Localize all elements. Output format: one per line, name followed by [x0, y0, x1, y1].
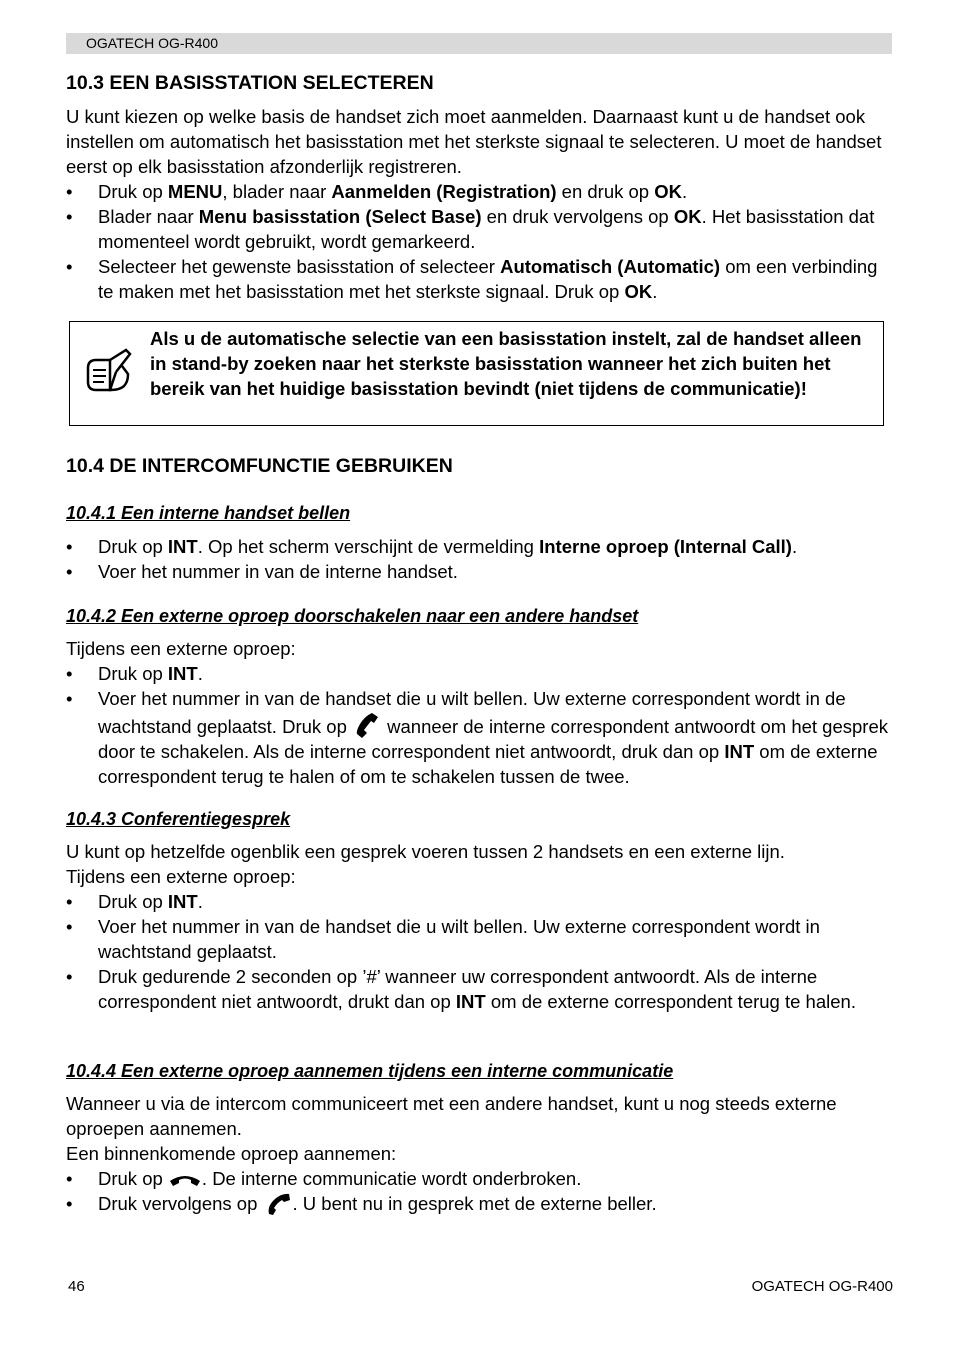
- bullet: •: [66, 1168, 73, 1189]
- int-key: INT: [167, 663, 198, 684]
- section-10-4-heading: 10.4 DE INTERCOMFUNCTIE GEBRUIKEN: [66, 455, 453, 477]
- text: . De interne communicatie wordt onderbroken.: [201, 1168, 582, 1189]
- text: , blader naar: [222, 181, 332, 202]
- bullet: •: [66, 256, 73, 277]
- text: Druk op: [98, 536, 168, 557]
- text: Druk gedurende 2 seconden op ’#’ wanneer uw correspondent antwoordt. Als de interne correspondent niet antwoordt, drukt dan op: [98, 966, 818, 1012]
- list-item: [66, 1191, 892, 1216]
- section-10-4-2-list: [66, 661, 892, 789]
- section-10-4-2-intro: Tijdens een externe oproep:: [66, 638, 296, 659]
- section-10-4-3-heading: 10.4.3 Conferentiegesprek: [66, 809, 291, 829]
- text: om de externe correspondent terug te halen.: [485, 991, 856, 1012]
- text: . Op het scherm verschijnt de vermelding: [197, 536, 540, 557]
- text: Blader naar: [98, 206, 199, 227]
- section-10-3-intro: U kunt kiezen op welke basis de handset zich moet aanmelden. Daarnaast kunt u de handset ook instellen om automatisch het basisstation met het sterkste signaal te selecteren. U moet de handset eerst op elk basisstation afzonderlijk registreren.: [66, 106, 882, 177]
- bullet: •: [66, 1193, 73, 1214]
- text: Druk op: [98, 1168, 168, 1189]
- list-item: [66, 914, 892, 964]
- list-item: [66, 964, 892, 1014]
- text: wanneer de interne correspondent antwoordt om het gesprek door te schakelen. Als de interne correspondent niet antwoordt, druk dan op: [98, 716, 888, 762]
- header-title: OGATECH OG-R400: [86, 35, 218, 51]
- bullet: •: [66, 663, 73, 684]
- text: Druk op: [98, 663, 168, 684]
- bullet: •: [66, 206, 73, 227]
- page-number: 46: [68, 1278, 85, 1295]
- section-10-4-3-list: [66, 889, 892, 1014]
- phone-answer-icon: [263, 1192, 293, 1216]
- text: Druk vervolgens op: [98, 1193, 263, 1214]
- phone-off-hook-icon: [352, 711, 382, 739]
- bullet: •: [66, 966, 73, 987]
- text: .: [681, 181, 688, 202]
- text: Voer het nummer in van de interne handset.: [98, 561, 458, 582]
- phone-hang-up-icon: [168, 1171, 202, 1191]
- bullet: •: [66, 181, 73, 202]
- text: Druk op: [98, 891, 168, 912]
- int-key: INT: [167, 891, 198, 912]
- list-item: [66, 686, 892, 789]
- note-text: Als u de automatische selectie van een basisstation instelt, zal de handset alleen in stand-by zoeken naar het sterkste basisstation wanneer het zich buiten het bereik van het huidige basisstation bevindt (niet tijdens de communicatie)!: [150, 328, 862, 399]
- menu-option: Menu basisstation (Select Base): [198, 206, 482, 227]
- section-10-4-2-heading: 10.4.2 Een externe oproep doorschakelen naar een andere handset: [66, 606, 639, 626]
- text: . Het basisstation dat momenteel wordt gebruikt, wordt gemarkeerd.: [98, 206, 875, 252]
- list-item: [66, 534, 892, 559]
- section-10-4-4-intro2: Een binnenkomende oproep aannemen:: [66, 1143, 397, 1164]
- text: om een verbinding te maken met het basisstation met het sterkste signaal. Druk op: [98, 256, 878, 302]
- text: en druk vervolgens op: [481, 206, 674, 227]
- text: .: [791, 536, 798, 557]
- footer-title: OGATECH OG-R400: [751, 1278, 893, 1295]
- section-10-4-3-intro: U kunt op hetzelfde ogenblik een gesprek voeren tussen 2 handsets en een externe lijn.: [66, 841, 785, 862]
- list-item: [66, 179, 892, 204]
- text: en druk op: [556, 181, 655, 202]
- bullet: •: [66, 916, 73, 937]
- menu-key: MENU: [167, 181, 223, 202]
- text: .: [652, 281, 658, 302]
- bullet: •: [66, 688, 73, 709]
- list-item: [66, 1166, 892, 1191]
- list-item: [66, 661, 892, 686]
- list-item: [66, 204, 892, 254]
- section-10-4-1-heading: 10.4.1 Een interne handset bellen: [66, 503, 351, 523]
- ok-key: OK: [624, 281, 653, 302]
- section-10-4-4-list: [66, 1166, 892, 1216]
- text: Voer het nummer in van de handset die u wilt bellen. Uw externe correspondent wordt in de wachtstand geplaatst. Druk op: [98, 688, 846, 737]
- section-10-4-4-intro: Wanneer u via de intercom communiceert met een andere handset, kunt u nog steeds externe oproepen aannemen.: [66, 1093, 837, 1139]
- list-item: [66, 254, 892, 304]
- section-10-4-4-heading: 10.4.4 Een externe oproep aannemen tijdens een interne communicatie: [66, 1061, 674, 1081]
- header-bar: [66, 33, 892, 54]
- bullet: •: [66, 536, 73, 557]
- int-key: INT: [167, 536, 198, 557]
- int-key: INT: [724, 741, 755, 762]
- list-item: [66, 559, 892, 584]
- ok-key: OK: [654, 181, 682, 202]
- note-pencil-icon: [84, 346, 132, 402]
- section-10-3-list: [66, 179, 892, 304]
- note-box: [69, 321, 884, 426]
- list-item: [66, 889, 892, 914]
- text: Druk op: [98, 181, 168, 202]
- text: om de externe correspondent terug te halen of om te schakelen tussen de twee.: [98, 741, 878, 787]
- int-key: INT: [455, 991, 486, 1012]
- section-10-4-1-list: [66, 534, 892, 584]
- menu-option: Automatisch (Automatic): [500, 256, 721, 277]
- text: Voer het nummer in van de handset die u wilt bellen. Uw externe correspondent wordt in wachtstand geplaatst.: [98, 916, 820, 962]
- bullet: •: [66, 561, 73, 582]
- section-10-3-heading: 10.3 EEN BASISSTATION SELECTEREN: [66, 72, 434, 94]
- section-10-4-3-intro2: Tijdens een externe oproep:: [66, 866, 296, 887]
- text: . U bent nu in gesprek met de externe beller.: [292, 1193, 657, 1214]
- menu-option: Aanmelden (Registration): [331, 181, 557, 202]
- ok-key: OK: [673, 206, 702, 227]
- text: .: [197, 663, 203, 684]
- bullet: •: [66, 891, 73, 912]
- screen-message: Interne oproep (Internal Call): [539, 536, 792, 557]
- text: .: [197, 891, 203, 912]
- text: Selecteer het gewenste basisstation of selecteer: [98, 256, 501, 277]
